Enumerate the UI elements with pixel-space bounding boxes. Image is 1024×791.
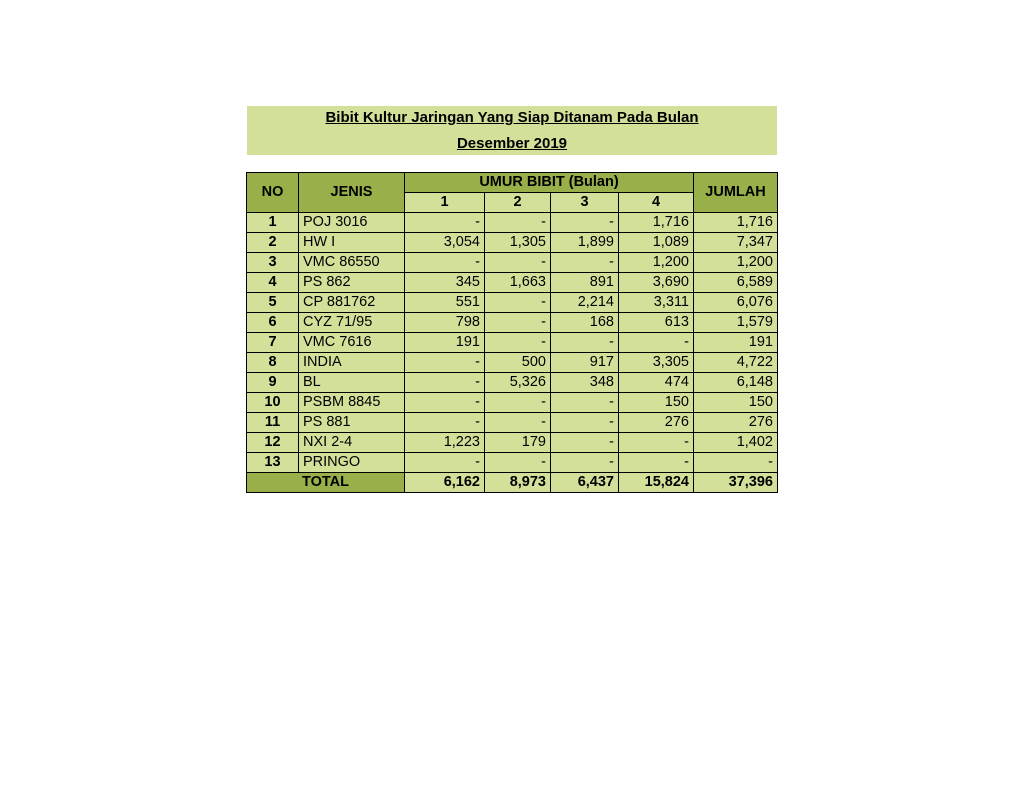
header-month-3: 3 xyxy=(551,193,619,213)
row-month-4: 3,305 xyxy=(619,353,694,373)
row-month-1: - xyxy=(405,453,485,473)
row-month-2: - xyxy=(485,413,551,433)
row-jumlah: 276 xyxy=(694,413,778,433)
row-month-4: 613 xyxy=(619,313,694,333)
total-jumlah: 37,396 xyxy=(694,473,778,493)
table-row xyxy=(247,233,778,253)
row-month-4: - xyxy=(619,453,694,473)
row-no: 9 xyxy=(247,373,299,393)
row-jenis: PS 862 xyxy=(299,273,405,293)
row-month-2: 5,326 xyxy=(485,373,551,393)
header-umur-bibit: UMUR BIBIT (Bulan) xyxy=(405,173,694,193)
row-month-4: 1,089 xyxy=(619,233,694,253)
row-month-3: 891 xyxy=(551,273,619,293)
total-label: TOTAL xyxy=(247,473,405,493)
row-month-2: - xyxy=(485,313,551,333)
row-jumlah: 7,347 xyxy=(694,233,778,253)
row-month-4: 474 xyxy=(619,373,694,393)
row-no: 12 xyxy=(247,433,299,453)
row-month-4: 276 xyxy=(619,413,694,433)
row-no: 2 xyxy=(247,233,299,253)
row-month-3: 168 xyxy=(551,313,619,333)
row-jumlah: 1,716 xyxy=(694,213,778,233)
table-row xyxy=(247,213,778,233)
row-month-4: 3,311 xyxy=(619,293,694,313)
row-month-4: 150 xyxy=(619,393,694,413)
table-row xyxy=(247,293,778,313)
table-row xyxy=(247,413,778,433)
row-month-1: 3,054 xyxy=(405,233,485,253)
table-row xyxy=(247,273,778,293)
row-month-4: 3,690 xyxy=(619,273,694,293)
row-jumlah: 6,076 xyxy=(694,293,778,313)
row-month-3: - xyxy=(551,453,619,473)
row-month-2: 1,663 xyxy=(485,273,551,293)
row-jumlah: 1,200 xyxy=(694,253,778,273)
row-month-4: - xyxy=(619,433,694,453)
row-jumlah: 6,148 xyxy=(694,373,778,393)
title-box xyxy=(247,106,777,155)
row-month-2: - xyxy=(485,393,551,413)
row-month-2: 1,305 xyxy=(485,233,551,253)
row-month-1: - xyxy=(405,213,485,233)
row-month-3: - xyxy=(551,433,619,453)
row-jumlah: 150 xyxy=(694,393,778,413)
row-jumlah: 1,402 xyxy=(694,433,778,453)
row-jumlah: 1,579 xyxy=(694,313,778,333)
row-month-2: - xyxy=(485,333,551,353)
row-no: 4 xyxy=(247,273,299,293)
row-month-1: - xyxy=(405,353,485,373)
row-month-3: - xyxy=(551,253,619,273)
header-month-2: 2 xyxy=(485,193,551,213)
row-jenis: POJ 3016 xyxy=(299,213,405,233)
table-row xyxy=(247,313,778,333)
row-jenis: VMC 86550 xyxy=(299,253,405,273)
row-month-1: - xyxy=(405,393,485,413)
row-no: 6 xyxy=(247,313,299,333)
row-jenis: BL xyxy=(299,373,405,393)
row-month-3: 348 xyxy=(551,373,619,393)
row-month-1: - xyxy=(405,373,485,393)
row-no: 10 xyxy=(247,393,299,413)
row-jenis: PS 881 xyxy=(299,413,405,433)
table-row xyxy=(247,433,778,453)
row-jumlah: 191 xyxy=(694,333,778,353)
row-month-1: - xyxy=(405,253,485,273)
row-jenis: PSBM 8845 xyxy=(299,393,405,413)
title-line-2: Desember 2019 xyxy=(456,135,568,152)
total-month-1: 6,162 xyxy=(405,473,485,493)
row-month-1: - xyxy=(405,413,485,433)
row-month-2: - xyxy=(485,253,551,273)
row-no: 8 xyxy=(247,353,299,373)
total-month-2: 8,973 xyxy=(485,473,551,493)
row-jenis: NXI 2-4 xyxy=(299,433,405,453)
table-row xyxy=(247,353,778,373)
row-no: 13 xyxy=(247,453,299,473)
row-month-3: - xyxy=(551,393,619,413)
row-month-2: - xyxy=(485,453,551,473)
header-jenis: JENIS xyxy=(299,173,405,213)
row-month-4: - xyxy=(619,333,694,353)
row-month-2: 179 xyxy=(485,433,551,453)
row-jenis: PRINGO xyxy=(299,453,405,473)
row-jenis: CYZ 71/95 xyxy=(299,313,405,333)
row-jenis: INDIA xyxy=(299,353,405,373)
table-row xyxy=(247,333,778,353)
row-month-2: 500 xyxy=(485,353,551,373)
row-no: 3 xyxy=(247,253,299,273)
row-jenis: HW I xyxy=(299,233,405,253)
row-month-2: - xyxy=(485,293,551,313)
row-month-3: 917 xyxy=(551,353,619,373)
row-no: 11 xyxy=(247,413,299,433)
row-month-2: - xyxy=(485,213,551,233)
table-row xyxy=(247,393,778,413)
total-month-4: 15,824 xyxy=(619,473,694,493)
header-month-1: 1 xyxy=(405,193,485,213)
row-jumlah: 6,589 xyxy=(694,273,778,293)
total-row xyxy=(247,473,778,493)
row-jenis: VMC 7616 xyxy=(299,333,405,353)
total-month-3: 6,437 xyxy=(551,473,619,493)
row-month-1: 1,223 xyxy=(405,433,485,453)
title-line-1: Bibit Kultur Jaringan Yang Siap Ditanam Pada Bulan xyxy=(325,109,699,126)
row-month-1: 798 xyxy=(405,313,485,333)
row-month-1: 191 xyxy=(405,333,485,353)
table-row xyxy=(247,453,778,473)
row-month-3: 2,214 xyxy=(551,293,619,313)
table-row xyxy=(247,373,778,393)
row-month-3: - xyxy=(551,213,619,233)
row-month-1: 345 xyxy=(405,273,485,293)
row-month-3: 1,899 xyxy=(551,233,619,253)
row-month-4: 1,200 xyxy=(619,253,694,273)
row-month-1: 551 xyxy=(405,293,485,313)
row-month-3: - xyxy=(551,413,619,433)
header-month-4: 4 xyxy=(619,193,694,213)
row-jumlah: - xyxy=(694,453,778,473)
row-month-3: - xyxy=(551,333,619,353)
row-no: 1 xyxy=(247,213,299,233)
row-no: 7 xyxy=(247,333,299,353)
row-no: 5 xyxy=(247,293,299,313)
row-jenis: CP 881762 xyxy=(299,293,405,313)
table-row xyxy=(247,253,778,273)
header-jumlah: JUMLAH xyxy=(694,173,778,213)
row-jumlah: 4,722 xyxy=(694,353,778,373)
header-no: NO xyxy=(247,173,299,213)
seedling-table xyxy=(246,172,778,493)
row-month-4: 1,716 xyxy=(619,213,694,233)
